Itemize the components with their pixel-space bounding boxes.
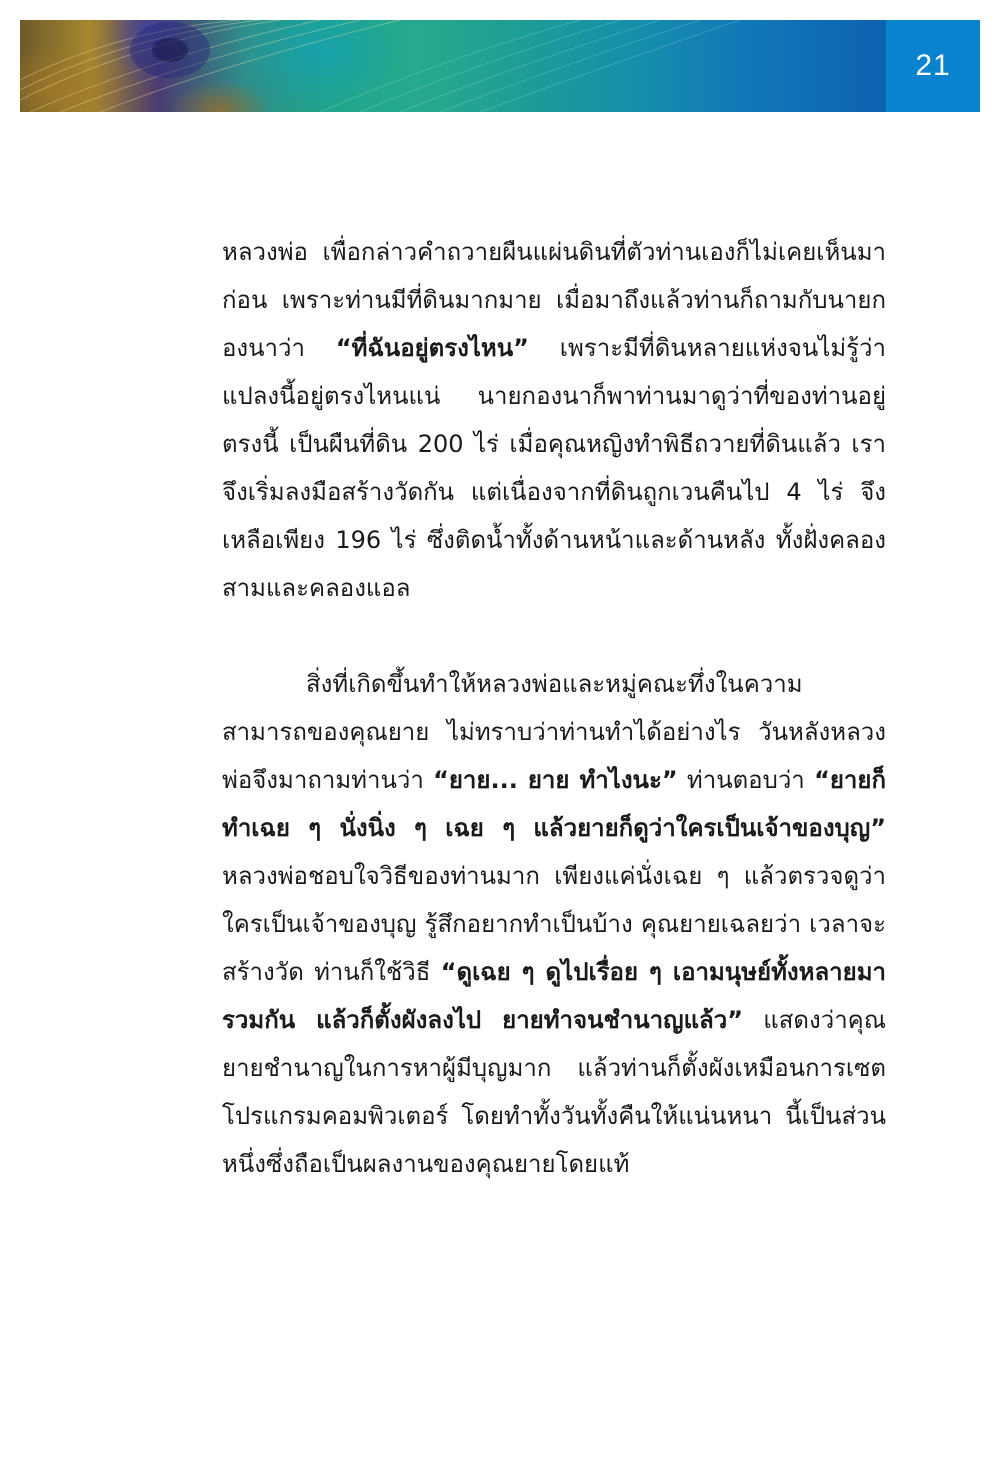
paragraph-2-text-1: สิ่งที่เกิดขึ้นทำให้หลวงพ่อและหมู่คณะทึ่งในความสามารถของคุณยาย ไม่ทราบว่าท่านทำได้อย่างไร วันหลังหลวงพ่อจึงมาถามท่านว่า (222, 670, 886, 794)
feather-texture (20, 20, 886, 112)
paragraph-1-text-1: หลวงพ่อ เพื่อกล่าวคำถวายผืนแผ่นดินที่ตัวท่านเองก็ไม่เคยเห็นมาก่อน เพราะท่านมีที่ดินมากมาย เมื่อมาถึงแล้วท่านก็ถามกับนายกองนาว่า (222, 238, 886, 362)
header-banner (20, 20, 980, 112)
paragraph-2-quote-3: “ดูเฉย ๆ ดูไปเรื่อย ๆ เอามนุษย์ทั้งหลายมารวมกัน แล้วก็ตั้งผังลงไป ยายทำจนชำนาญแล้ว” (222, 958, 886, 1034)
page-number: 21 (915, 49, 951, 82)
paragraph-1-text-2: เพราะมีที่ดินหลายแห่งจนไม่รู้ว่าแปลงนี้อยู่ตรงไหนแน่ นายกองนาก็พาท่านมาดูว่าที่ของท่านอยู่ตรงนี้ เป็นผืนที่ดิน 200 ไร่ เมื่อคุณหญิงทำพิธีถวายที่ดินแล้ว เราจึงเริ่มลงมือสร้างวัดกัน แต่เนื่องจากที่ดินถูกเวนคืนไป 4 ไร่ จึงเหลือเพียง 196 ไร่ ซึ่งติดน้ำทั้งด้านหน้าและด้านหลัง ทั้งฝั่งคลองสามและคลองแอล (222, 334, 886, 602)
paragraph-2-text-4: แสดงว่าคุณยายชำนาญในการหาผู้มีบุญมาก แล้วท่านก็ตั้งผังเหมือนการเซตโปรแกรมคอมพิวเตอร์ โดยทำทั้งวันทั้งคืนให้แน่นหนา นี้เป็นส่วนหนึ่งซึ่งถือเป็นผลงานของคุณยายโดยแท้ (222, 1006, 887, 1178)
page-number-box (886, 20, 980, 112)
paragraph-1 (222, 228, 886, 612)
body-text (222, 228, 886, 1188)
paragraph-2 (222, 660, 886, 1188)
paragraph-1-quote-1: “ที่ฉันอยู่ตรงไหน” (335, 334, 529, 362)
paragraph-2-text-2: ท่านตอบว่า (677, 766, 815, 794)
paragraph-2-quote-1: “ยาย... ยาย ทำไงนะ” (433, 766, 678, 794)
paragraph-2-quote-2: “ยายก็ทำเฉย ๆ นั่งนิ่ง ๆ เฉย ๆ แล้วยายก็ดูว่าใครเป็นเจ้าของบุญ” (222, 766, 886, 842)
paragraph-2-text-3: หลวงพ่อชอบใจวิธีของท่านมาก เพียงแค่นั่งเฉย ๆ แล้วตรวจดูว่าใครเป็นเจ้าของบุญ รู้สึกอยากทำเป็นบ้าง คุณยายเฉลยว่า เวลาจะสร้างวัด ท่านก็ใช้วิธี (222, 862, 886, 986)
